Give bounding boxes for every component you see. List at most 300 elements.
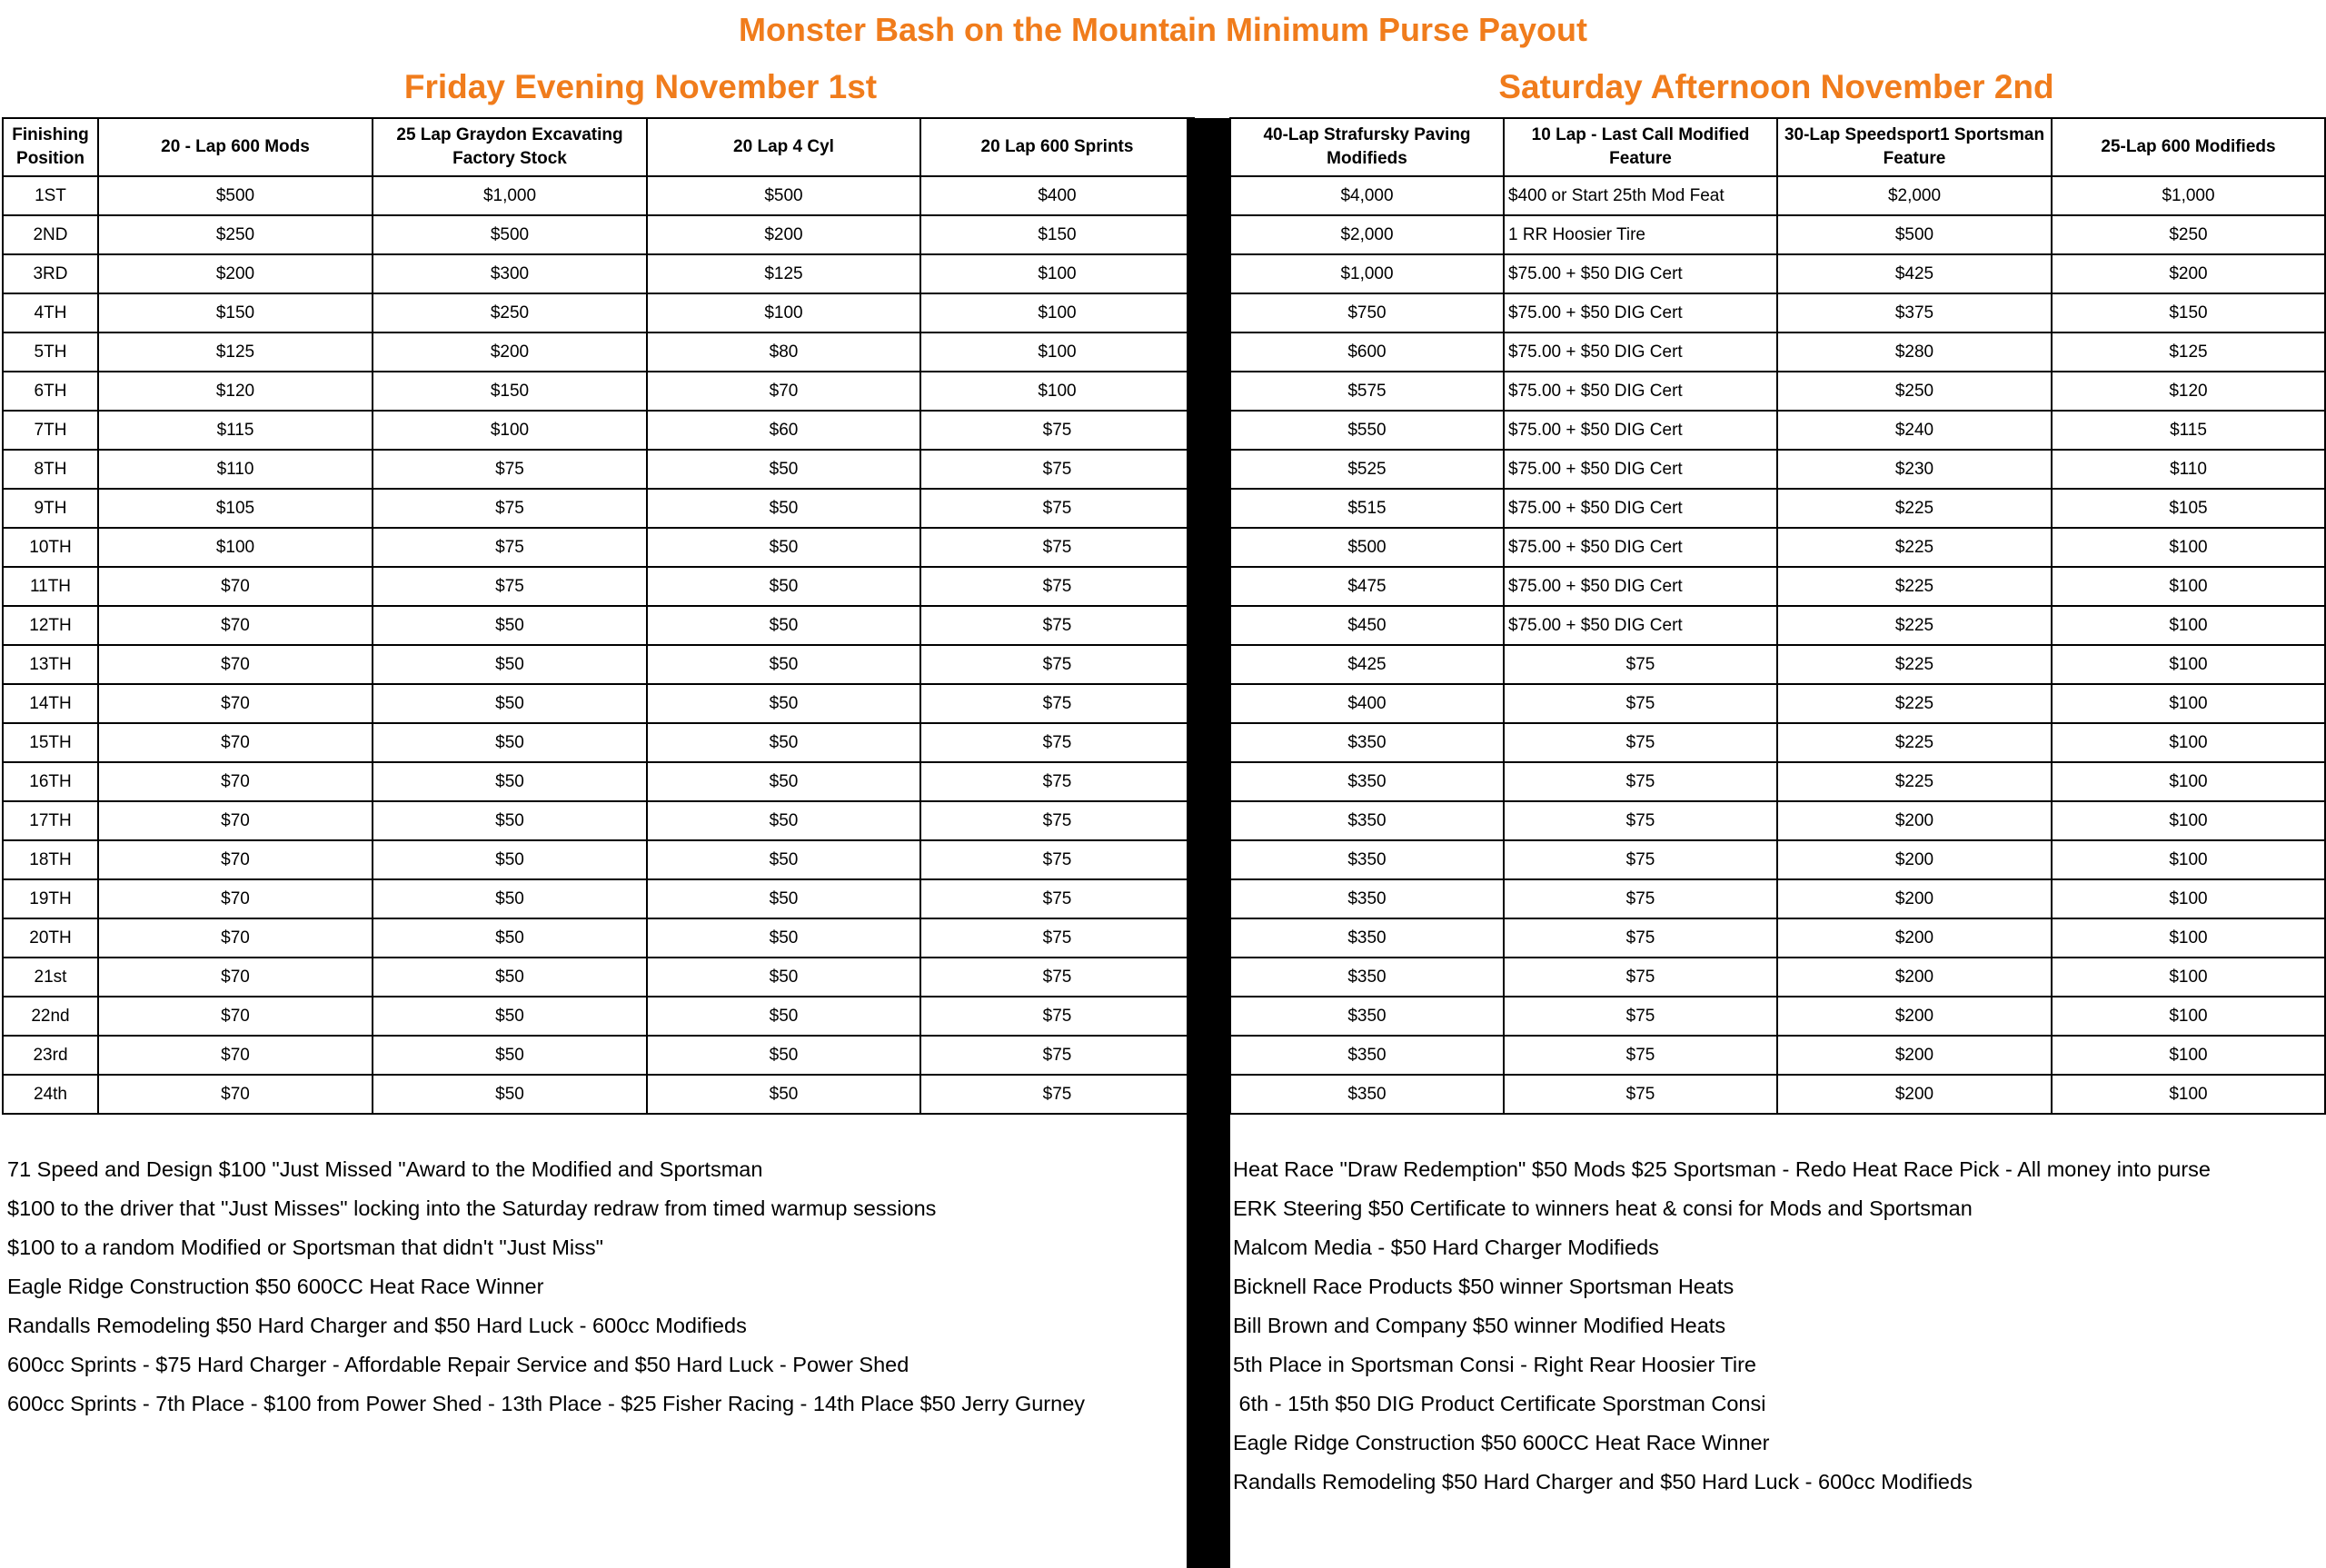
position-cell: 23rd (3, 1036, 98, 1075)
payout-cell: $100 (2052, 1075, 2325, 1114)
payout-cell: $70 (98, 762, 373, 801)
position-cell: 11TH (3, 567, 98, 606)
payout-cell: $225 (1777, 606, 2052, 645)
friday-col-header: 25 Lap Graydon Excavating Factory Stock (373, 118, 647, 176)
table-row (3, 411, 1194, 450)
payout-cell: $50 (373, 958, 647, 997)
payout-cell: $150 (2052, 293, 2325, 332)
payout-cell: $500 (1230, 528, 1504, 567)
payout-cell: $75 (920, 879, 1194, 918)
note-item: $100 to the driver that "Just Misses" locking into the Saturday redraw from timed warmup sessions (7, 1196, 937, 1220)
payout-cell: $125 (647, 254, 920, 293)
payout-cell: $50 (373, 645, 647, 684)
position-cell: 12TH (3, 606, 98, 645)
table-row (1230, 801, 2325, 840)
table-row (1230, 997, 2325, 1036)
payout-cell: $105 (2052, 489, 2325, 528)
payout-cell: $50 (373, 997, 647, 1036)
payout-cell: $75.00 + $50 DIG Cert (1504, 293, 1777, 332)
payout-cell: $75.00 + $50 DIG Cert (1504, 528, 1777, 567)
friday-payout-table (2, 117, 1195, 1115)
payout-cell: $375 (1777, 293, 2052, 332)
payout-cell: $50 (373, 1075, 647, 1114)
payout-cell: $50 (647, 684, 920, 723)
payout-cell: $100 (373, 411, 647, 450)
payout-cell: $550 (1230, 411, 1504, 450)
payout-cell: $50 (647, 997, 920, 1036)
payout-cell: $70 (98, 645, 373, 684)
table-row (3, 801, 1194, 840)
note-item: 71 Speed and Design $100 "Just Missed "Award to the Modified and Sportsman (7, 1157, 763, 1181)
payout-cell: $60 (647, 411, 920, 450)
page-title: Monster Bash on the Mountain Minimum Purse Payout (738, 11, 1588, 48)
payout-cell: $425 (1230, 645, 1504, 684)
payout-cell: $70 (98, 918, 373, 958)
payout-cell: $100 (2052, 958, 2325, 997)
payout-cell: $120 (2052, 372, 2325, 411)
payout-cell: $75 (920, 1036, 1194, 1075)
payout-cell: $50 (373, 684, 647, 723)
payout-cell: $50 (647, 528, 920, 567)
saturday-col-header: 25-Lap 600 Modifieds (2052, 118, 2325, 176)
payout-cell: $200 (373, 332, 647, 372)
payout-cell: $575 (1230, 372, 1504, 411)
payout-cell: $75 (373, 489, 647, 528)
payout-cell: $600 (1230, 332, 1504, 372)
payout-cell: $280 (1777, 332, 2052, 372)
payout-cell: $75 (920, 723, 1194, 762)
table-row (3, 645, 1194, 684)
payout-cell: $75 (1504, 997, 1777, 1036)
payout-cell: $70 (98, 684, 373, 723)
payout-cell: $50 (373, 1036, 647, 1075)
table-row (1230, 1075, 2325, 1114)
payout-cell: $230 (1777, 450, 2052, 489)
position-cell: 9TH (3, 489, 98, 528)
payout-cell: $500 (373, 215, 647, 254)
friday-col-header: 20 Lap 600 Sprints (920, 118, 1194, 176)
payout-cell: $70 (98, 567, 373, 606)
payout-cell: $225 (1777, 567, 2052, 606)
payout-cell: $75 (373, 528, 647, 567)
payout-cell: $75 (920, 918, 1194, 958)
payout-cell: $400 (920, 176, 1194, 215)
payout-cell: $200 (1777, 997, 2052, 1036)
payout-cell: $250 (98, 215, 373, 254)
payout-cell: $75.00 + $50 DIG Cert (1504, 254, 1777, 293)
payout-cell: $50 (647, 840, 920, 879)
payout-cell: $75 (920, 606, 1194, 645)
payout-cell: $75 (1504, 723, 1777, 762)
friday-col-header: Finishing Position (3, 118, 98, 176)
payout-cell: $350 (1230, 801, 1504, 840)
payout-cell: $70 (98, 606, 373, 645)
payout-cell: $400 or Start 25th Mod Feat (1504, 176, 1777, 215)
payout-cell: $2,000 (1777, 176, 2052, 215)
payout-cell: $100 (2052, 840, 2325, 879)
note-item: Bicknell Race Products $50 winner Sportsman Heats (1233, 1275, 1735, 1298)
payout-cell: $105 (98, 489, 373, 528)
table-row (3, 293, 1194, 332)
table-row (1230, 528, 2325, 567)
payout-cell: $75 (373, 567, 647, 606)
payout-cell: $350 (1230, 958, 1504, 997)
payout-cell: $500 (647, 176, 920, 215)
payout-cell: $1,000 (1230, 254, 1504, 293)
payout-cell: $80 (647, 332, 920, 372)
payout-cell: $70 (98, 840, 373, 879)
payout-cell: $200 (1777, 801, 2052, 840)
payout-cell: $300 (373, 254, 647, 293)
table-row (1230, 489, 2325, 528)
payout-cell: $50 (373, 879, 647, 918)
note-item: Eagle Ridge Construction $50 600CC Heat Race Winner (1233, 1431, 1770, 1454)
position-cell: 19TH (3, 879, 98, 918)
payout-cell: $75 (1504, 762, 1777, 801)
payout-cell: $75.00 + $50 DIG Cert (1504, 372, 1777, 411)
payout-cell: $200 (1777, 918, 2052, 958)
payout-cell: $50 (647, 801, 920, 840)
position-cell: 2ND (3, 215, 98, 254)
payout-cell: $50 (373, 606, 647, 645)
payout-cell: $75 (1504, 645, 1777, 684)
payout-cell: $70 (98, 801, 373, 840)
table-row (3, 176, 1194, 215)
payout-cell: $75 (920, 997, 1194, 1036)
payout-cell: $350 (1230, 997, 1504, 1036)
position-cell: 21st (3, 958, 98, 997)
table-row (1230, 1036, 2325, 1075)
payout-cell: 1 RR Hoosier Tire (1504, 215, 1777, 254)
payout-cell: $75 (920, 1075, 1194, 1114)
note-item: Malcom Media - $50 Hard Charger Modifieds (1233, 1236, 1659, 1259)
table-row (1230, 606, 2325, 645)
payout-cell: $50 (373, 801, 647, 840)
payout-cell: $350 (1230, 918, 1504, 958)
payout-cell: $50 (373, 723, 647, 762)
payout-cell: $75 (920, 645, 1194, 684)
payout-cell: $70 (98, 997, 373, 1036)
payout-cell: $200 (1777, 958, 2052, 997)
payout-cell: $200 (1777, 840, 2052, 879)
payout-cell: $350 (1230, 1075, 1504, 1114)
payout-cell: $225 (1777, 723, 2052, 762)
table-row (1230, 840, 2325, 879)
payout-cell: $200 (2052, 254, 2325, 293)
position-cell: 13TH (3, 645, 98, 684)
note-item: 600cc Sprints - 7th Place - $100 from Power Shed - 13th Place - $25 Fisher Racing - 14th Place $50 Jerry Gurney (7, 1392, 1086, 1415)
payout-cell: $350 (1230, 723, 1504, 762)
table-row (3, 528, 1194, 567)
payout-cell: $525 (1230, 450, 1504, 489)
payout-cell: $200 (647, 215, 920, 254)
payout-cell: $225 (1777, 645, 2052, 684)
payout-cell: $250 (373, 293, 647, 332)
payout-cell: $100 (920, 254, 1194, 293)
table-row (3, 372, 1194, 411)
payout-cell: $75 (920, 450, 1194, 489)
saturday-table-body (1230, 176, 2325, 1114)
payout-cell: $1,000 (373, 176, 647, 215)
saturday-notes (1233, 1150, 2211, 1502)
position-cell: 20TH (3, 918, 98, 958)
table-row (3, 567, 1194, 606)
note-item: $100 to a random Modified or Sportsman that didn't "Just Miss" (7, 1236, 603, 1259)
table-row (3, 918, 1194, 958)
table-row (3, 254, 1194, 293)
payout-cell: $70 (647, 372, 920, 411)
saturday-heading: Saturday Afternoon November 2nd (1498, 68, 2054, 105)
payout-cell: $75.00 + $50 DIG Cert (1504, 489, 1777, 528)
payout-cell: $200 (1777, 1036, 2052, 1075)
table-row (1230, 254, 2325, 293)
payout-cell: $225 (1777, 684, 2052, 723)
table-row (3, 958, 1194, 997)
table-row (1230, 411, 2325, 450)
friday-header-row (3, 118, 1194, 176)
payout-cell: $50 (647, 606, 920, 645)
position-cell: 3RD (3, 254, 98, 293)
payout-cell: $75 (920, 958, 1194, 997)
payout-cell: $50 (647, 1036, 920, 1075)
payout-cell: $50 (647, 723, 920, 762)
payout-cell: $100 (2052, 528, 2325, 567)
payout-cell: $50 (647, 879, 920, 918)
payout-cell: $50 (647, 918, 920, 958)
payout-cell: $75 (920, 762, 1194, 801)
payout-cell: $50 (373, 840, 647, 879)
position-cell: 5TH (3, 332, 98, 372)
payout-cell: $50 (647, 1075, 920, 1114)
payout-cell: $75 (920, 840, 1194, 879)
payout-cell: $50 (647, 450, 920, 489)
payout-cell: $100 (2052, 762, 2325, 801)
table-row (3, 879, 1194, 918)
table-row (1230, 332, 2325, 372)
note-item: Heat Race "Draw Redemption" $50 Mods $25 Sportsman - Redo Heat Race Pick - All money into purse (1233, 1157, 2211, 1181)
payout-cell: $100 (2052, 567, 2325, 606)
table-row (3, 840, 1194, 879)
payout-cell: $2,000 (1230, 215, 1504, 254)
table-row (1230, 918, 2325, 958)
payout-cell: $100 (2052, 606, 2325, 645)
payout-cell: $125 (98, 332, 373, 372)
table-row (1230, 645, 2325, 684)
payout-cell: $500 (1777, 215, 2052, 254)
table-row (1230, 176, 2325, 215)
position-cell: 24th (3, 1075, 98, 1114)
table-row (1230, 879, 2325, 918)
payout-cell: $150 (920, 215, 1194, 254)
payout-cell: $225 (1777, 489, 2052, 528)
note-item: Bill Brown and Company $50 winner Modified Heats (1233, 1314, 1726, 1337)
table-row (3, 332, 1194, 372)
payout-cell: $250 (2052, 215, 2325, 254)
payout-cell: $75 (1504, 879, 1777, 918)
table-row (3, 997, 1194, 1036)
table-row (3, 684, 1194, 723)
table-row (3, 1075, 1194, 1114)
payout-cell: $450 (1230, 606, 1504, 645)
payout-cell: $50 (373, 918, 647, 958)
friday-heading: Friday Evening November 1st (403, 68, 878, 105)
payout-cell: $350 (1230, 1036, 1504, 1075)
payout-cell: $100 (2052, 1036, 2325, 1075)
payout-cell: $75 (373, 450, 647, 489)
payout-cell: $75 (1504, 840, 1777, 879)
payout-cell: $150 (98, 293, 373, 332)
payout-cell: $100 (2052, 918, 2325, 958)
payout-cell: $50 (647, 489, 920, 528)
payout-cell: $240 (1777, 411, 2052, 450)
friday-notes (7, 1150, 1085, 1424)
payout-cell: $50 (647, 762, 920, 801)
table-row (3, 762, 1194, 801)
payout-cell: $70 (98, 1036, 373, 1075)
payout-cell: $100 (2052, 645, 2325, 684)
position-cell: 16TH (3, 762, 98, 801)
table-row (3, 606, 1194, 645)
payout-cell: $70 (98, 958, 373, 997)
saturday-payout-table (1229, 117, 2326, 1115)
note-item: Randalls Remodeling $50 Hard Charger and $50 Hard Luck - 600cc Modifieds (1233, 1470, 1973, 1494)
note-item: ERK Steering $50 Certificate to winners heat & consi for Mods and Sportsman (1233, 1196, 1973, 1220)
table-row (1230, 684, 2325, 723)
friday-col-header: 20 - Lap 600 Mods (98, 118, 373, 176)
payout-cell: $110 (2052, 450, 2325, 489)
table-row (1230, 723, 2325, 762)
payout-cell: $115 (2052, 411, 2325, 450)
payout-cell: $425 (1777, 254, 2052, 293)
payout-cell: $75 (1504, 1036, 1777, 1075)
payout-cell: $100 (920, 372, 1194, 411)
position-cell: 10TH (3, 528, 98, 567)
payout-cell: $500 (98, 176, 373, 215)
payout-cell: $100 (2052, 879, 2325, 918)
table-row (3, 723, 1194, 762)
payout-cell: $70 (98, 879, 373, 918)
payout-cell: $75.00 + $50 DIG Cert (1504, 411, 1777, 450)
payout-cell: $70 (98, 723, 373, 762)
payout-cell: $200 (1777, 879, 2052, 918)
payout-cell: $75.00 + $50 DIG Cert (1504, 332, 1777, 372)
payout-cell: $1,000 (2052, 176, 2325, 215)
payout-cell: $115 (98, 411, 373, 450)
payout-cell: $75 (920, 684, 1194, 723)
payout-cell: $75 (920, 801, 1194, 840)
payout-cell: $50 (647, 567, 920, 606)
payout-cell: $75.00 + $50 DIG Cert (1504, 567, 1777, 606)
payout-cell: $120 (98, 372, 373, 411)
payout-cell: $70 (98, 1075, 373, 1114)
payout-cell: $75 (1504, 684, 1777, 723)
payout-cell: $100 (2052, 801, 2325, 840)
payout-cell: $100 (2052, 684, 2325, 723)
payout-cell: $350 (1230, 840, 1504, 879)
payout-cell: $475 (1230, 567, 1504, 606)
table-row (3, 489, 1194, 528)
payout-cell: $515 (1230, 489, 1504, 528)
saturday-col-header: 10 Lap - Last Call Modified Feature (1504, 118, 1777, 176)
position-cell: 8TH (3, 450, 98, 489)
payout-cell: $100 (647, 293, 920, 332)
payout-cell: $75.00 + $50 DIG Cert (1504, 450, 1777, 489)
payout-cell: $50 (373, 762, 647, 801)
payout-cell: $50 (647, 645, 920, 684)
payout-cell: $75 (1504, 1075, 1777, 1114)
payout-cell: $100 (2052, 723, 2325, 762)
position-cell: 7TH (3, 411, 98, 450)
position-cell: 22nd (3, 997, 98, 1036)
table-row (1230, 215, 2325, 254)
table-row (3, 215, 1194, 254)
table-row (1230, 762, 2325, 801)
payout-cell: $750 (1230, 293, 1504, 332)
note-item: Eagle Ridge Construction $50 600CC Heat Race Winner (7, 1275, 544, 1298)
saturday-col-header: 40-Lap Strafursky Paving Modifieds (1230, 118, 1504, 176)
section-divider (1187, 118, 1230, 1568)
position-cell: 1ST (3, 176, 98, 215)
payout-cell: $4,000 (1230, 176, 1504, 215)
saturday-col-header: 30-Lap Speedsport1 Sportsman Feature (1777, 118, 2052, 176)
table-row (1230, 372, 2325, 411)
payout-cell: $150 (373, 372, 647, 411)
payout-cell: $100 (98, 528, 373, 567)
payout-cell: $350 (1230, 762, 1504, 801)
payout-cell: $75 (920, 411, 1194, 450)
position-cell: 17TH (3, 801, 98, 840)
payout-cell: $75 (920, 489, 1194, 528)
payout-cell: $125 (2052, 332, 2325, 372)
table-row (1230, 450, 2325, 489)
payout-cell: $100 (2052, 997, 2325, 1036)
position-cell: 18TH (3, 840, 98, 879)
note-item: 600cc Sprints - $75 Hard Charger - Affordable Repair Service and $50 Hard Luck - Power Shed (7, 1353, 910, 1376)
friday-table-body (3, 176, 1194, 1114)
payout-cell: $75 (1504, 801, 1777, 840)
table-row (3, 450, 1194, 489)
payout-cell: $225 (1777, 762, 2052, 801)
table-row (1230, 567, 2325, 606)
payout-cell: $350 (1230, 879, 1504, 918)
payout-cell: $200 (1777, 1075, 2052, 1114)
payout-cell: $75 (920, 567, 1194, 606)
friday-col-header: 20 Lap 4 Cyl (647, 118, 920, 176)
payout-cell: $250 (1777, 372, 2052, 411)
payout-cell: $100 (920, 293, 1194, 332)
table-row (1230, 293, 2325, 332)
note-item: 5th Place in Sportsman Consi - Right Rear Hoosier Tire (1233, 1353, 1756, 1376)
payout-cell: $75 (920, 528, 1194, 567)
note-item: Randalls Remodeling $50 Hard Charger and $50 Hard Luck - 600cc Modifieds (7, 1314, 747, 1337)
payout-cell: $110 (98, 450, 373, 489)
note-item: 6th - 15th $50 DIG Product Certificate Sporstman Consi (1233, 1392, 1766, 1415)
payout-cell: $200 (98, 254, 373, 293)
position-cell: 6TH (3, 372, 98, 411)
saturday-header-row (1230, 118, 2325, 176)
table-row (1230, 958, 2325, 997)
payout-cell: $50 (647, 958, 920, 997)
position-cell: 15TH (3, 723, 98, 762)
payout-cell: $75.00 + $50 DIG Cert (1504, 606, 1777, 645)
payout-cell: $100 (920, 332, 1194, 372)
position-cell: 14TH (3, 684, 98, 723)
payout-cell: $75 (1504, 918, 1777, 958)
payout-cell: $75 (1504, 958, 1777, 997)
payout-cell: $400 (1230, 684, 1504, 723)
table-row (3, 1036, 1194, 1075)
payout-cell: $225 (1777, 528, 2052, 567)
